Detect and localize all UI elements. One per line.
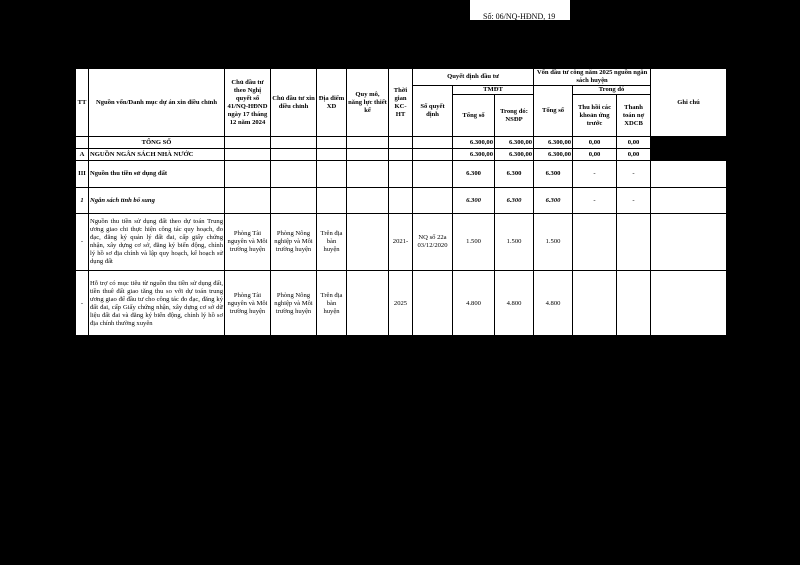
- cell-location: Trên địa bàn huyện: [317, 271, 347, 337]
- header-tt: TT: [76, 69, 89, 137]
- cell-name: Nguồn thu tiền sử dụng đất: [89, 161, 225, 188]
- table-row: [76, 137, 727, 149]
- header-location: Địa điểm XD: [317, 69, 347, 137]
- header-nsdp: Trong đó: NSĐP: [495, 95, 534, 137]
- cell-plan-total: 1.500: [534, 214, 573, 271]
- cell-recover: 0,00: [573, 137, 617, 149]
- cell-capacity: [347, 188, 389, 214]
- cell-nsdp: 1.500: [495, 214, 534, 271]
- cell-debt: [617, 214, 651, 271]
- cell-owner2: [271, 161, 317, 188]
- cell-period: 2025: [389, 271, 413, 337]
- header-period: Thời gian KC-HT: [389, 69, 413, 137]
- cell-tt: -: [76, 214, 89, 271]
- cell-note: [651, 188, 727, 214]
- cell-plan-total: 6.300: [534, 188, 573, 214]
- cell-plan-total: 6.300,00: [534, 137, 573, 149]
- header-name: Nguồn vốn/Danh mục dự án xin điều chỉnh: [89, 69, 225, 137]
- cell-owner1: [225, 149, 271, 161]
- cell-name: NGUỒN NGÂN SÁCH NHÀ NƯỚC: [89, 149, 225, 161]
- header-decision-group: Quyết định đầu tư: [413, 69, 534, 86]
- cell-location: [317, 137, 347, 149]
- cell-total: 6.300,00: [453, 137, 495, 149]
- cell-owner1: [225, 188, 271, 214]
- header-in-which: Trong đó: [573, 86, 651, 95]
- cell-plan-total: 6.300,00: [534, 149, 573, 161]
- header-note: Ghi chú: [651, 69, 727, 137]
- cell-total: 1.500: [453, 214, 495, 271]
- cell-nsdp: 6.300: [495, 161, 534, 188]
- table-row: [76, 214, 727, 271]
- cell-nsdp: 6.300,00: [495, 137, 534, 149]
- cell-capacity: [347, 161, 389, 188]
- cell-debt: -: [617, 161, 651, 188]
- cell-note: [651, 149, 727, 161]
- table-row: [76, 188, 727, 214]
- cell-recover: -: [573, 161, 617, 188]
- cell-owner2: Phòng Nông nghiệp và Môi trường huyện: [271, 271, 317, 337]
- cell-owner2: [271, 188, 317, 214]
- cell-owner1: Phòng Tài nguyên và Môi trường huyện: [225, 271, 271, 337]
- cell-owner1: [225, 161, 271, 188]
- cell-debt: -: [617, 188, 651, 214]
- cell-debt: [617, 271, 651, 337]
- cell-decision: [413, 188, 453, 214]
- header-tmdt: TMĐT: [453, 86, 534, 95]
- cell-decision: [413, 149, 453, 161]
- cell-recover: -: [573, 188, 617, 214]
- cell-recover: [573, 271, 617, 337]
- cell-period: 2021-: [389, 214, 413, 271]
- cell-capacity: [347, 137, 389, 149]
- cell-owner2: [271, 137, 317, 149]
- cell-total: 4.800: [453, 271, 495, 337]
- table-row: [76, 271, 727, 337]
- cell-nsdp: 6.300,00: [495, 149, 534, 161]
- cell-decision: [413, 271, 453, 337]
- cell-capacity: [347, 271, 389, 337]
- cell-decision: [413, 137, 453, 149]
- cell-name: Ngân sách tỉnh bổ sung: [89, 188, 225, 214]
- cell-period: [389, 149, 413, 161]
- cell-plan-total: 6.300: [534, 161, 573, 188]
- header-plan-group: Vốn đầu tư công năm 2025 nguồn ngân sách huyện: [534, 69, 651, 86]
- cell-recover: 0,00: [573, 149, 617, 161]
- cell-note: [651, 214, 727, 271]
- header-owner-resolution: Chủ đầu tư theo Nghị quyết số 41/NQ-HĐND ngày 17 tháng 12 năm 2024: [225, 69, 271, 137]
- cell-name: Hỗ trợ có mục tiêu từ nguồn thu tiền sử dụng đất, tiền thuê đất giao tăng thu so với dự toán trung ương giao để đầu tư cho công tác đo đạc, đăng ký đất đai, cấp Giấy chứng nhận, xây dựng cơ sở dữ liệu đất đai và đăng ký biến động, chỉnh lý hồ sơ địa chính thường xuyên: [89, 271, 225, 337]
- header-debt: Thanh toán nợ XDCB: [617, 95, 651, 137]
- cell-note: [651, 137, 727, 149]
- cell-recover: [573, 214, 617, 271]
- cell-decision: [413, 161, 453, 188]
- cell-nsdp: 6.300: [495, 188, 534, 214]
- cell-total: 6.300: [453, 161, 495, 188]
- table-row: [76, 149, 727, 161]
- header-total: Tổng số: [453, 95, 495, 137]
- header-owner-adjust: Chủ đầu tư xin điều chỉnh: [271, 69, 317, 137]
- header-capacity: Quy mô, năng lực thiết kế: [347, 69, 389, 137]
- table-row: [76, 161, 727, 188]
- cell-tt: A: [76, 149, 89, 161]
- cell-location: [317, 188, 347, 214]
- cell-owner2: Phòng Nông nghiệp và Môi trường huyện: [271, 214, 317, 271]
- cell-plan-total: 4.800: [534, 271, 573, 337]
- header-recover: Thu hồi các khoản ứng trước: [573, 95, 617, 137]
- cell-owner1: Phòng Tài nguyên và Môi trường huyện: [225, 214, 271, 271]
- header-decision-no: Số quyết định: [413, 86, 453, 137]
- cell-total: 6.300: [453, 188, 495, 214]
- cell-period: [389, 161, 413, 188]
- cell-debt: 0,00: [617, 149, 651, 161]
- project-table: [75, 68, 727, 337]
- cell-capacity: [347, 214, 389, 271]
- header-plan-total: Tổng số: [534, 86, 573, 137]
- cell-note: [651, 161, 727, 188]
- cell-owner1: [225, 137, 271, 149]
- cell-period: [389, 188, 413, 214]
- cell-tt: 1: [76, 188, 89, 214]
- cell-capacity: [347, 149, 389, 161]
- cell-location: [317, 161, 347, 188]
- cell-debt: 0,00: [617, 137, 651, 149]
- cell-decision: NQ số 22a 03/12/2020: [413, 214, 453, 271]
- cell-tt: [76, 137, 89, 149]
- cell-total: 6.300,00: [453, 149, 495, 161]
- cell-owner2: [271, 149, 317, 161]
- cell-location: [317, 149, 347, 161]
- cell-tt: -: [76, 271, 89, 337]
- cell-nsdp: 4.800: [495, 271, 534, 337]
- document-number: Số: 06/NQ-HĐND, 19: [483, 12, 556, 21]
- cell-location: Trên địa bàn huyện: [317, 214, 347, 271]
- cell-tt: III: [76, 161, 89, 188]
- cell-name: TỔNG SỐ: [89, 137, 225, 149]
- cell-name: Nguồn thu tiền sử dụng đất theo dự toán Trung ương giao chi thực hiện công tác quy hoạch, đo đạc, đăng ký quản lý đất đai, cấp giấy chứng nhận, xây dựng cơ sở, đăng ký biến động, chỉnh lý hồ sơ địa chính và lập quy hoạch, kế hoạch sử dụng đất: [89, 214, 225, 271]
- cell-note: [651, 271, 727, 337]
- cell-period: [389, 137, 413, 149]
